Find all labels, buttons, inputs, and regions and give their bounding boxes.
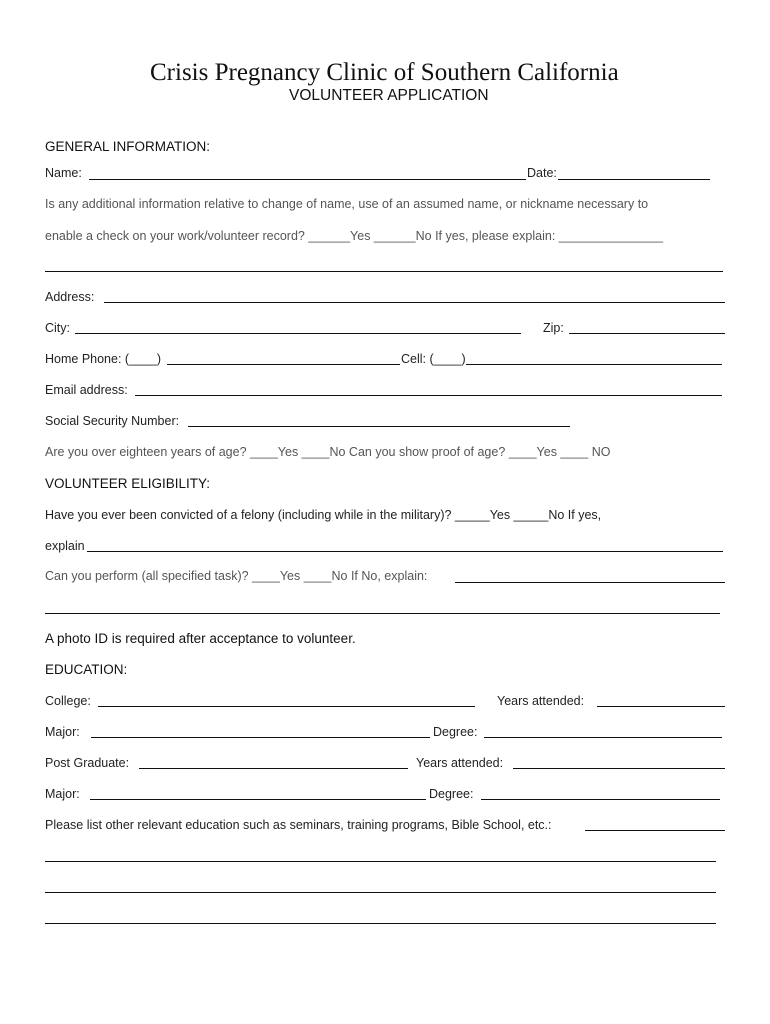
post-graduate-field[interactable] [139,768,408,769]
city-field[interactable] [75,333,521,334]
date-field[interactable] [558,179,710,180]
eligibility-heading: VOLUNTEER ELIGIBILITY: [45,476,211,491]
college-field[interactable] [98,706,475,707]
form-title: Crisis Pregnancy Clinic of Southern California [150,59,619,86]
form-subtitle: VOLUNTEER APPLICATION [289,87,489,104]
zip-label: Zip: [543,321,564,335]
city-label: City: [45,321,70,335]
address-field[interactable] [104,302,725,303]
post-graduate-label: Post Graduate: [45,756,130,770]
address-label: Address: [45,290,95,304]
general-info-heading: GENERAL INFORMATION: [45,139,211,154]
college-years-field[interactable] [597,706,725,707]
explain-label: explain [45,539,85,553]
date-label: Date: [527,166,557,180]
degree-field-2[interactable] [481,799,720,800]
degree-label: Degree: [433,725,478,739]
perform-explain-field[interactable] [455,582,725,583]
education-heading: EDUCATION: [45,662,128,677]
age-question: Are you over eighteen years of age? ____Yes ____No Can you show proof of age? ____Yes ____ NO [45,445,611,459]
degree-field[interactable] [484,737,722,738]
felony-question: Have you ever been convicted of a felony (including while in the military)? _____Yes _____No If yes, [45,508,602,522]
name-field[interactable] [89,179,526,180]
other-education-field[interactable] [585,830,725,831]
other-education-question: Please list other relevant education such as seminars, training programs, Bible School, etc.: [45,818,552,832]
ssn-label: Social Security Number: [45,414,180,428]
post-grad-years-label: Years attended: [416,756,504,770]
home-phone-field[interactable] [167,364,400,365]
additional-info-question: Is any additional information relative to change of name, use of an assumed name, or nickname necessary to [45,197,649,211]
post-grad-years-field[interactable] [513,768,725,769]
ssn-field[interactable] [188,426,570,427]
other-education-line-3[interactable] [45,923,716,924]
additional-info-question-cont: enable a check on your work/volunteer record? ______Yes ______No If yes, please explain: _______________ [45,229,664,243]
home-phone-label: Home Phone: (____) [45,352,162,366]
college-label: College: [45,694,91,708]
years-attended-label: Years attended: [497,694,585,708]
perform-explain-field-2[interactable] [45,613,720,614]
other-education-line-2[interactable] [45,892,716,893]
major-label: Major: [45,725,80,739]
degree-label-2: Degree: [429,787,474,801]
other-education-line-1[interactable] [45,861,716,862]
felony-explain-field[interactable] [87,551,723,552]
email-label: Email address: [45,383,128,397]
perform-question: Can you perform (all specified task)? ____Yes ____No If No, explain: [45,569,428,583]
cell-label: Cell: (____) [401,352,466,366]
photo-id-note: A photo ID is required after acceptance to volunteer. [45,631,356,646]
major-field[interactable] [91,737,430,738]
email-field[interactable] [135,395,722,396]
explain-name-field[interactable] [45,271,723,272]
zip-field[interactable] [569,333,725,334]
name-label: Name: [45,166,82,180]
cell-phone-field[interactable] [466,364,722,365]
major-label-2: Major: [45,787,80,801]
major-field-2[interactable] [90,799,426,800]
